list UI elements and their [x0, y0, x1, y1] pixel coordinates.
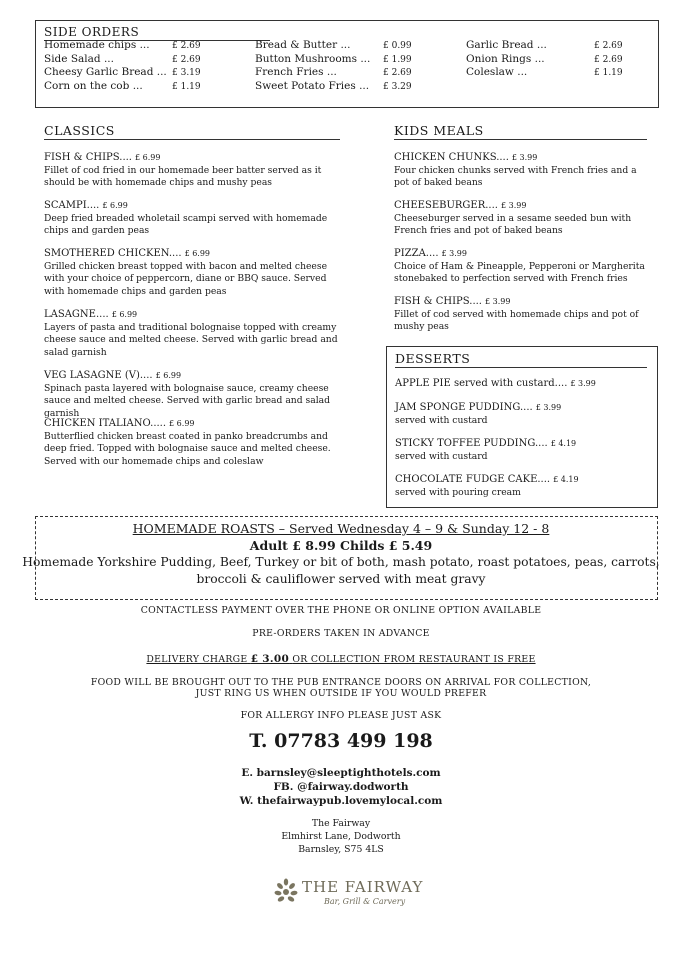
food-line2: JUST RING US WHEN OUTSIDE IF YOU WOULD PREFER: [195, 688, 487, 699]
menu-item-name: FISH & CHIPS....: [44, 152, 132, 163]
menu-item: [44, 370, 340, 420]
menu-item: [44, 200, 340, 238]
menu-item-price: £ 3.99: [535, 403, 562, 412]
side-order-name: Homemade chips ...: [44, 39, 150, 51]
side-order-price: £ 1.19: [172, 81, 201, 92]
menu-item-price: £ 6.99: [155, 371, 182, 380]
side-order-price: £ 0.99: [383, 41, 412, 51]
menu-item: [395, 474, 650, 499]
side-order-price: £ 1.99: [383, 54, 412, 65]
contactless-text: CONTACTLESS PAYMENT OVER THE PHONE OR ONLINE OPTION AVAILABLE: [140, 605, 542, 616]
side-order-price: £ 2.69: [172, 41, 201, 51]
side-order-price: £ 2.69: [172, 54, 201, 65]
address-line2: Elmhirst Lane, Dodworth: [281, 831, 401, 842]
menu-item-desc: Cheeseburger served in a sesame seeded bun with French fries and pot of baked beans: [394, 212, 632, 236]
menu-item-desc: served with custard: [395, 414, 488, 426]
website-link[interactable]: W. thefairwaypub.lovemylocal.com: [239, 795, 443, 807]
menu-item-desc: served with custard: [395, 450, 488, 462]
menu-item-price: £ 6.99: [102, 201, 128, 210]
menu-item-price: £ 6.99: [169, 419, 195, 428]
menu-item-name: CHOCOLATE FUDGE CAKE....: [395, 474, 551, 485]
roasts-line2: broccoli & cauliflower served with meat gravy: [196, 572, 486, 586]
menu-item-name: LASAGNE....: [44, 309, 109, 320]
menu-item: [395, 438, 650, 463]
menu-item: [44, 248, 340, 298]
email-link[interactable]: E. barnsley@sleeptighthotels.com: [241, 767, 441, 779]
menu-item-name: SMOTHERED CHICKEN....: [44, 248, 182, 259]
delivery-rest: OR COLLECTION FROM RESTAURANT IS FREE: [292, 654, 536, 665]
side-order-name: Sweet Potato Fries ...: [255, 79, 370, 92]
menu-item-desc: Grilled chicken breast topped with bacon and melted cheese with your choice of peppercorn, diane or BBQ sauce. Served with homemade chips and garden peas: [44, 260, 328, 297]
menu-item-price: £ 3.99: [441, 249, 467, 258]
phone-number[interactable]: T. 07783 499 198: [249, 730, 433, 752]
menu-item-name: VEG LASAGNE (V)....: [44, 370, 153, 381]
menu-item-name: JAM SPONGE PUDDING....: [395, 402, 533, 413]
side-orders-title: SIDE ORDERS: [44, 25, 270, 41]
classics-title: CLASSICS: [44, 123, 340, 140]
logo-name: THE FAIRWAY: [302, 878, 424, 896]
menu-item-name: SCAMPI....: [44, 200, 100, 211]
menu-item-price: £ 6.99: [111, 310, 138, 319]
menu-item-title: [44, 152, 340, 165]
delivery-label: DELIVERY CHARGE: [146, 654, 248, 665]
roasts-title: [0, 521, 682, 536]
menu-item: [395, 378, 650, 391]
side-order-price: £ 1.19: [594, 68, 623, 78]
side-order-price: £ 2.69: [594, 41, 623, 51]
side-order-name: Corn on the cob ...: [44, 79, 143, 92]
menu-item-price: £ 4.19: [553, 475, 579, 484]
side-order-name: Cheesy Garlic Bread ...: [44, 66, 167, 78]
menu-item: [44, 152, 340, 190]
side-order-name: Bread & Butter ...: [255, 39, 351, 51]
menu-item-name: APPLE PIE served with custard....: [395, 378, 568, 389]
menu-item-price: £ 3.99: [484, 297, 511, 306]
logo: [272, 876, 422, 912]
menu-item-title: [394, 152, 652, 165]
menu-item: [44, 309, 340, 359]
side-order-name: Garlic Bread ...: [466, 39, 547, 51]
menu-item-desc: Deep fried breaded wholetail scampi served with homemade chips and garden peas: [44, 212, 328, 236]
menu-item-title: [44, 248, 340, 261]
kids-title: KIDS MEALS: [394, 123, 647, 140]
menu-item-price: £ 4.19: [550, 439, 577, 448]
menu-item-name: FISH & CHIPS....: [394, 296, 482, 307]
menu-item-title: [394, 296, 652, 309]
menu-item: [394, 296, 652, 334]
menu-item-name: CHEESEBURGER....: [394, 200, 498, 211]
menu-item-desc: Fillet of cod fried in our homemade beer batter served as it should be with homemade chips and mushy peas: [44, 164, 322, 188]
menu-item-title: [394, 200, 652, 213]
menu-item-title: [395, 474, 650, 487]
menu-item: [394, 152, 652, 190]
menu-item-price: £ 3.99: [511, 153, 538, 162]
side-order-price: £ 3.29: [383, 81, 412, 92]
menu-item-price: £ 6.99: [134, 153, 161, 162]
menu-item-name: CHICKEN ITALIANO.....: [44, 418, 167, 429]
side-order-price: £ 2.69: [594, 54, 623, 65]
side-order-name: Coleslaw ...: [466, 66, 528, 78]
address-line1: The Fairway: [311, 818, 371, 829]
menu-item: [395, 402, 650, 427]
menu-item-title: [395, 402, 650, 415]
menu-item: [394, 200, 652, 238]
menu-item-name: CHICKEN CHUNKS....: [394, 152, 509, 163]
menu-item-title: [44, 418, 340, 431]
menu-item-name: STICKY TOFFEE PUDDING....: [395, 438, 548, 449]
desserts-title: DESSERTS: [395, 351, 647, 368]
menu-item-price: £ 3.99: [570, 379, 596, 388]
preorders-text: PRE-ORDERS TAKEN IN ADVANCE: [252, 628, 430, 639]
menu-item-title: [44, 370, 340, 383]
delivery-text: [0, 653, 682, 665]
allergy-text: FOR ALLERGY INFO PLEASE JUST ASK: [240, 710, 442, 721]
menu-item-title: [395, 378, 650, 391]
olive-branch-icon: [272, 878, 300, 906]
side-order-name: French Fries ...: [255, 66, 337, 78]
menu-item-title: [394, 248, 652, 261]
address-line3: Barnsley, S75 4LS: [298, 844, 384, 855]
roasts-title-text: HOMEMADE ROASTS – Served Wednesday 4 – 9 & Sunday 12 - 8: [132, 521, 550, 536]
menu-item-desc: Butterflied chicken breast coated in panko breadcrumbs and deep fried. Topped with bolognaise sauce and melted cheese. Served with our homemade chips and coleslaw: [44, 430, 331, 467]
side-order-price: £ 3.19: [172, 68, 201, 78]
side-order-name: Side Salad ...: [44, 52, 114, 65]
logo-tagline: Bar, Grill & Carvery: [324, 897, 406, 906]
side-order-name: Button Mushrooms ...: [255, 52, 371, 65]
menu-item-desc: Spinach pasta layered with bolognaise sauce, creamy cheese sauce and melted cheese. Served with garlic bread and salad garnish: [44, 382, 331, 419]
menu-item-price: £ 6.99: [184, 249, 211, 258]
roasts-prices: Adult £ 8.99 Childs £ 5.49: [249, 538, 433, 553]
menu-item-desc: Layers of pasta and traditional bolognaise topped with creamy cheese sauce and melted cheese. Served with garlic bread and salad garnish: [44, 321, 338, 358]
side-order-price: £ 2.69: [383, 68, 412, 78]
menu-item-title: [44, 309, 340, 322]
menu-item-desc: Four chicken chunks served with French fries and a pot of baked beans: [394, 164, 637, 188]
menu-item-desc: served with pouring cream: [395, 486, 521, 498]
menu-item-title: [395, 438, 650, 451]
roasts-line1: Homemade Yorkshire Pudding, Beef, Turkey or bit of both, mash potato, roast potatoes, peas, carrots,: [22, 555, 660, 569]
delivery-price: £ 3.00: [250, 653, 290, 665]
menu-item: [44, 418, 340, 468]
menu-item-desc: Fillet of cod served with homemade chips and pot of mushy peas: [394, 308, 639, 332]
menu-item-desc: Choice of Ham & Pineapple, Pepperoni or Margherita stonebaked to perfection served with French fries: [394, 260, 645, 284]
food-line1: FOOD WILL BE BROUGHT OUT TO THE PUB ENTRANCE DOORS ON ARRIVAL FOR COLLECTION,: [90, 677, 592, 688]
menu-item-name: PIZZA....: [394, 248, 439, 259]
menu-item: [394, 248, 652, 286]
menu-item-title: [44, 200, 340, 213]
facebook-link[interactable]: FB. @fairway.dodworth: [273, 781, 409, 793]
side-order-name: Onion Rings ...: [466, 52, 545, 65]
menu-item-price: £ 3.99: [500, 201, 527, 210]
